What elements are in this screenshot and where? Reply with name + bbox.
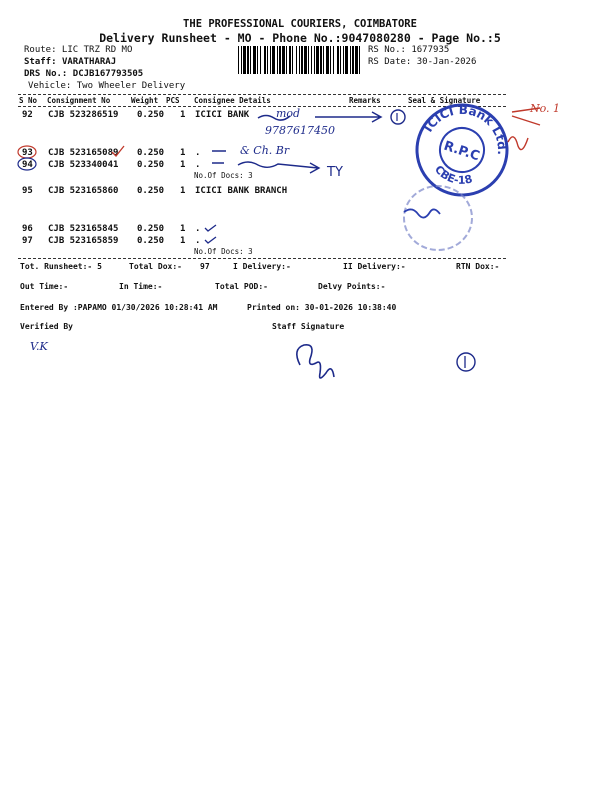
row-details: ICICI BANK [195, 110, 250, 120]
row-pcs: 1 [180, 236, 186, 246]
row-details: . [195, 148, 201, 158]
row-details: . [195, 224, 201, 234]
col-seal-signature: Seal & Signature [408, 96, 481, 105]
row-weight: 0.250 [137, 160, 165, 170]
handwritten-no-one: No. 1 [530, 102, 561, 115]
col-weight: Weight [131, 96, 159, 105]
docs-count: No.Of Docs: 3 [194, 171, 253, 180]
delvy-points: Delvy Points:- [318, 282, 386, 291]
total-dox-value: 97 [200, 262, 210, 271]
row-sno: 94 [22, 160, 33, 170]
row-consignment: CJB 523165859 [48, 236, 119, 246]
vehicle-text: Vehicle: Two Wheeler Delivery [28, 81, 186, 91]
entered-by: Entered By :PAPAMO 01/30/2026 10:28:41 AM [20, 303, 218, 312]
row-sno: 96 [22, 224, 33, 234]
staff-signature-label: Staff Signature [272, 322, 345, 331]
row-weight: 0.250 [137, 186, 165, 196]
verified-initials: V.K [30, 340, 48, 353]
row-weight: 0.250 [137, 236, 165, 246]
rtn-dox: RTN Dox:- [456, 262, 500, 271]
out-time: Out Time:- [20, 282, 69, 291]
row-consignment: CJB 523340041 [48, 160, 119, 170]
handwritten-phone: 9787617450 [265, 124, 335, 137]
staff-value: VARATHARAJ [61, 57, 117, 67]
col-remarks: Remarks [349, 96, 381, 105]
row-pcs: 1 [180, 110, 186, 120]
col-pcs: PCS [166, 96, 180, 105]
total-dox-label: Total Dox:- [129, 262, 182, 271]
row-pcs: 1 [180, 224, 186, 234]
row-weight: 0.250 [137, 148, 165, 158]
handwritten-ty: TY [327, 165, 343, 180]
tot-runsheet: Tot. Runsheet:- 5 [20, 262, 102, 271]
row-weight: 0.250 [137, 224, 165, 234]
rs-date: RS Date: 30-Jan-2026 [368, 57, 477, 67]
row-consignment: CJB 523165845 [48, 224, 119, 234]
seal-center-text: R.P.C [441, 138, 482, 165]
row-consignment: CJB 523165860 [48, 186, 119, 196]
staff-label: Staff: [24, 57, 57, 67]
row-pcs: 1 [180, 148, 186, 158]
row-details: ICICI BANK BRANCH [195, 186, 288, 196]
col-sno: S No [19, 96, 38, 105]
handwritten-ch: & Ch. Br [240, 144, 290, 157]
col-consignment: Consignment No [47, 96, 111, 105]
ii-delivery: II Delivery:- [343, 262, 406, 271]
row-pcs: 1 [180, 186, 186, 196]
printed-on: Printed on: 30-01-2026 10:38:40 [247, 303, 397, 312]
row-weight: 0.250 [137, 110, 165, 120]
company-name: THE PROFESSIONAL COURIERS, COIMBATORE [183, 18, 417, 30]
col-consignee: Consignee Details [194, 96, 271, 105]
i-delivery: I Delivery:- [233, 262, 291, 271]
row-sno: 95 [22, 186, 33, 196]
rs-number: RS No.: 1677935 [368, 45, 450, 55]
row-details: . [195, 160, 201, 170]
row-consignment: CJB 523165089 [48, 148, 119, 158]
seal-top-text: ICICI Bank Ltd. [420, 102, 510, 156]
row-sno: 93 [22, 148, 33, 158]
runsheet-subtitle: Delivery Runsheet - MO - Phone No.:9047080280 - Page No.:5 [99, 31, 501, 45]
in-time: In Time:- [119, 282, 163, 291]
route-text: Route: LIC TRZ RD MO [24, 45, 133, 55]
docs-count: No.Of Docs: 3 [194, 247, 253, 256]
row-consignment: CJB 523286519 [48, 110, 119, 120]
verified-by: Verified By [20, 322, 73, 331]
row-pcs: 1 [180, 160, 186, 170]
row-sno: 97 [22, 236, 33, 246]
total-pod: Total POD:- [215, 282, 268, 291]
row-details: . [195, 236, 201, 246]
handwritten-mod: mod [276, 107, 301, 120]
seal-bottom-text: CBE-18 [431, 162, 474, 187]
row-sno: 92 [22, 110, 33, 120]
drs-value: DCJB167793505 [72, 69, 144, 79]
drs-label: DRS No.: [24, 69, 68, 79]
